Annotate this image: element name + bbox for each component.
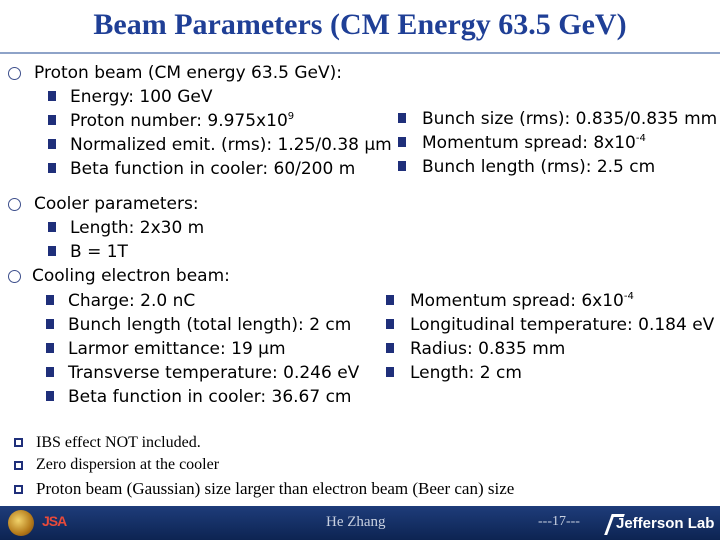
proton-bunch-length: Bunch length (rms): 2.5 cm <box>422 157 656 177</box>
square-bullet-icon <box>386 343 394 353</box>
square-bullet-icon <box>48 246 56 256</box>
proton-number-text: Proton number: 9.975x10 <box>70 111 288 131</box>
electron-momentum-exponent: -4 <box>623 291 634 302</box>
electron-larmor-emittance: Larmor emittance: 19 μm <box>68 339 286 359</box>
square-bullet-icon <box>48 91 56 101</box>
circle-bullet-icon <box>8 198 21 211</box>
proton-momentum-exponent: -4 <box>635 133 646 144</box>
square-bullet-icon <box>48 139 56 149</box>
electron-momentum-text: Momentum spread: 6x10 <box>410 291 624 311</box>
note-beam-size: Proton beam (Gaussian) size larger than electron beam (Beer can) size <box>36 479 515 498</box>
proton-beta: Beta function in cooler: 60/200 m <box>70 159 356 179</box>
note-dispersion: Zero dispersion at the cooler <box>36 456 220 473</box>
cooler-heading: Cooler parameters: <box>34 194 199 214</box>
square-bullet-icon <box>398 137 406 147</box>
square-bullet-icon <box>46 319 54 329</box>
square-bullet-icon <box>386 367 394 377</box>
page-number: ---17--- <box>538 514 580 529</box>
square-bullet-icon <box>46 295 54 305</box>
square-bullet-icon <box>48 222 56 232</box>
square-bullet-icon <box>386 319 394 329</box>
square-bullet-icon <box>386 295 394 305</box>
proton-emittance: Normalized emit. (rms): 1.25/0.38 μm <box>70 135 392 155</box>
circle-bullet-icon <box>8 270 21 283</box>
cooler-field: B = 1T <box>70 242 128 262</box>
electron-transverse-temperature: Transverse temperature: 0.246 eV <box>68 363 360 383</box>
proton-number <box>70 111 294 131</box>
electron-longitudinal-temperature: Longitudinal temperature: 0.184 eV <box>410 315 715 335</box>
proton-momentum-spread <box>422 133 646 153</box>
proton-heading: Proton beam (CM energy 63.5 GeV): <box>34 63 342 83</box>
electron-charge: Charge: 2.0 nC <box>68 291 196 311</box>
note-ibs: IBS effect NOT included. <box>36 434 201 451</box>
electron-momentum-spread <box>410 291 634 311</box>
square-bullet-icon <box>48 163 56 173</box>
proton-bunch-size: Bunch size (rms): 0.835/0.835 mm <box>422 109 718 129</box>
square-bullet-icon <box>46 367 54 377</box>
square-bullet-icon <box>46 343 54 353</box>
proton-number-exponent: 9 <box>287 111 295 122</box>
square-bullet-icon <box>398 161 406 171</box>
jefferson-lab-logo: Jefferson Lab <box>616 515 715 532</box>
title-divider <box>0 52 720 54</box>
doe-seal-icon <box>8 510 34 536</box>
electron-bunch-length: Bunch length (total length): 2 cm <box>68 315 352 335</box>
checkbox-bullet-icon <box>14 485 23 494</box>
proton-energy: Energy: 100 GeV <box>70 87 213 107</box>
circle-bullet-icon <box>8 67 21 80</box>
square-bullet-icon <box>48 115 56 125</box>
square-bullet-icon <box>46 391 54 401</box>
checkbox-bullet-icon <box>14 438 23 447</box>
electron-length: Length: 2 cm <box>410 363 522 383</box>
electron-beta: Beta function in cooler: 36.67 cm <box>68 387 352 407</box>
electron-radius: Radius: 0.835 mm <box>410 339 566 359</box>
slide-title: Beam Parameters (CM Energy 63.5 GeV) <box>93 8 627 41</box>
footer-bar <box>0 506 720 540</box>
proton-momentum-text: Momentum spread: 8x10 <box>422 133 636 153</box>
electron-heading: Cooling electron beam: <box>32 266 230 286</box>
footer-author: He Zhang <box>326 514 386 530</box>
checkbox-bullet-icon <box>14 461 23 470</box>
square-bullet-icon <box>398 113 406 123</box>
jsa-logo: JSA <box>42 513 67 529</box>
cooler-length: Length: 2x30 m <box>70 218 205 238</box>
